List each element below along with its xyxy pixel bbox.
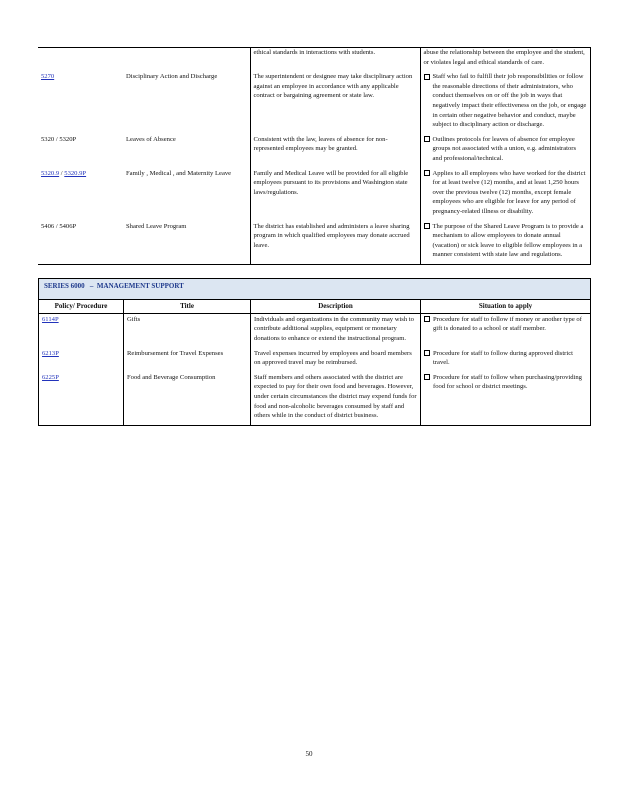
situation-text: Outlines protocols for leaves of absence for employee groups not associated with a union, e.g. administrators and professional/technical. <box>432 135 577 162</box>
policy-link-5320-9[interactable]: 5320.9 <box>41 169 60 177</box>
table-row <box>39 348 591 372</box>
table-row <box>39 313 591 347</box>
page-number: 50 <box>305 750 313 758</box>
description-cell: Family and Medical Leave will be provided for all eligible employees pursuant to its provisions and Washington state laws/regulations. <box>250 168 420 221</box>
title-cell: Family , Medical , and Maternity Leave <box>126 169 232 177</box>
checkbox-bullet-icon <box>424 374 430 380</box>
description-cell: The superintendent or designee may take disciplinary action against an employee in accordance with any applicable contract or bargaining agreement or state law. <box>250 71 420 134</box>
description-cell: Travel expenses incurred by employees and board members on approved travel may be reimbursed. <box>251 348 421 372</box>
policy-link-6213p[interactable]: 6213P <box>42 349 59 357</box>
situation-text: Procedure for staff to follow during approved district travel. <box>433 349 573 367</box>
policy-link-5270[interactable]: 5270 <box>41 73 55 81</box>
description-cell: Consistent with the law, leaves of absence for non-represented employees may be granted. <box>250 134 420 168</box>
policy-link-5320-9p[interactable]: 5320.9P <box>64 169 87 177</box>
title-cell: Leaves of Absence <box>126 135 176 143</box>
checkbox-bullet-icon <box>424 170 430 176</box>
checkbox-bullet-icon <box>424 350 430 356</box>
checkbox-bullet-icon <box>424 136 430 142</box>
checkbox-bullet-icon <box>424 316 430 322</box>
title-cell: Reimbursement for Travel Expenses <box>124 348 251 372</box>
description-cell: Individuals and organizations in the community may wish to contribute additional supplies, equipment or monetary donations to enhance or extend the instructional program. <box>251 313 421 347</box>
table-row <box>38 71 590 134</box>
header-description: Description <box>251 299 421 313</box>
policy-link-6225p[interactable]: 6225P <box>42 373 59 381</box>
table-row <box>38 221 590 265</box>
policy-cell: 5320 / 5320P <box>41 135 77 143</box>
header-title: Title <box>124 299 251 313</box>
header-policy: Policy/ Procedure <box>39 299 124 313</box>
situation-text: Applies to all employees who have worked for the district for at least twelve (12) months, and at least 1,250 hours over the previous twelve (12) months, except female employees who are eligible for leave for any period of pregnancy-related illness or disability. <box>432 169 586 215</box>
table-row <box>39 372 591 425</box>
table-header-row <box>39 299 591 313</box>
table-row <box>38 48 590 72</box>
policy-table-5000 <box>38 47 591 265</box>
checkbox-bullet-icon <box>424 74 430 80</box>
situation-text: The purpose of the Shared Leave Program is to provide a mechanism to allow employees to donate annual (vacation) or sick leave to eligible fellow employees in a manner consistent with state law and regulations. <box>432 222 584 259</box>
series-header: SERIES 6000 – MANAGEMENT SUPPORT <box>39 278 591 299</box>
policy-cell: 5406 / 5406P <box>38 221 123 265</box>
situation-text: Procedure for staff to follow if money or another type of gift is donated to a school or staff member. <box>433 315 582 333</box>
title-cell: Disciplinary Action and Discharge <box>126 73 218 81</box>
situation-text: Staff who fail to fulfill their job responsibilities or follow the reasonable directions of their administrators, who conduct themselves on or off the job in ways that negatively impact their effectiveness on the job, or engage in certain other negative behavior and conduct, maybe subject to disciplinary action or discharge. <box>432 73 587 129</box>
header-situation: Situation to apply <box>421 299 591 313</box>
title-cell: Gifts <box>124 313 251 347</box>
policy-link-6114p[interactable]: 6114P <box>42 315 59 323</box>
title-cell: Food and Beverage Consumption <box>124 372 251 425</box>
table-row: 5320.9 / 5320.9P Family , Medical , and Maternity Leave Family and Medical Leave will be provided for all eligible employees pursuant to its provisions and Washington state laws/regulations. Applies to all employees who have worked for the district for at least twelve (12) months, and at least 1,250 hours over the previous twelve (12) months, except female employees who are eligible for leave for any period of pregnancy-related illness or disability. <box>38 168 590 221</box>
policy-table-6000 <box>38 278 591 426</box>
situation-cell: abuse the relationship between the employee and the student, or violates legal and ethical standards of care. <box>420 48 590 72</box>
description-cell: ethical standards in interactions with students. <box>250 48 420 72</box>
document-page <box>38 47 590 426</box>
description-cell: The district has established and administers a leave sharing program in which qualified employees may donate accrued leave. <box>250 221 420 265</box>
title-cell: Shared Leave Program <box>123 221 250 265</box>
description-cell: Staff members and others associated with the district are expected to pay for their own food and beverages. However, under certain circumstances the district may expend funds for food and non-alcoholic beverages consumed by staff and others while in the conduct of district business. <box>251 372 421 425</box>
checkbox-bullet-icon <box>424 223 430 229</box>
situation-text: Procedure for staff to follow when purchasing/providing food for school or district meetings. <box>433 373 582 391</box>
table-row <box>38 134 590 168</box>
